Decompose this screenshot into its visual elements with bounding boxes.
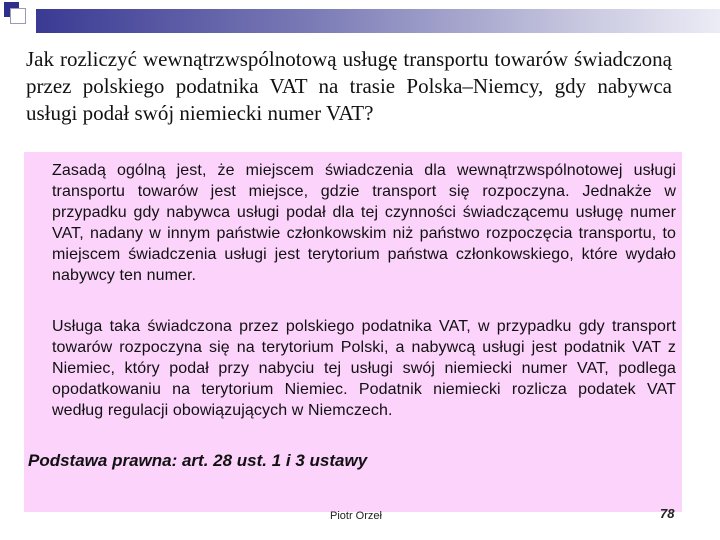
title-accent-bar [36,9,720,33]
legal-basis: Podstawa prawna: art. 28 ust. 1 i 3 ustawy [28,451,368,470]
decorative-square-light [10,8,26,24]
page-number: 78 [660,506,675,521]
paragraph-general-rule: Zasadą ogólną jest, że miejscem świadczenia dla wewnątrzwspólnotowej usługi transportu towarów jest miejsce, gdzie transport się rozpoczyna. Jednakże w przypadku gdy nabywca usługi podał dla tej czynności świadczącemu usługę numer VAT, nadany w innym państwie członkowskim niż państwo rozpoczęcia transportu, to miejscem świadczenia usługi jest terytorium państwa członkowskiego, które wydało nabywcy ten numer. [52,162,676,284]
slide-title: Jak rozliczyć wewnątrzwspólnotową usługę transportu towarów świadczoną przez polskiego podatnika VAT na trasie Polska–Niemcy, gdy nabywca usługi podał swój niemiecki numer VAT? [26,47,672,125]
footer-author: Piotr Orzeł [330,510,382,522]
paragraph-example: Usługa taka świadczona przez polskiego podatnika VAT, w przypadku gdy transport towarów rozpoczyna się na terytorium Polski, a nabywcą usługi jest podatnik VAT z Niemiec, który podał przy nabyciu tej usługi swój niemiecki numer VAT, podlega opodatkowaniu na terytorium Niemiec. Podatnik niemiecki rozlicza podatek VAT według regulacji obowiązujących w Niemczech. [52,318,676,419]
